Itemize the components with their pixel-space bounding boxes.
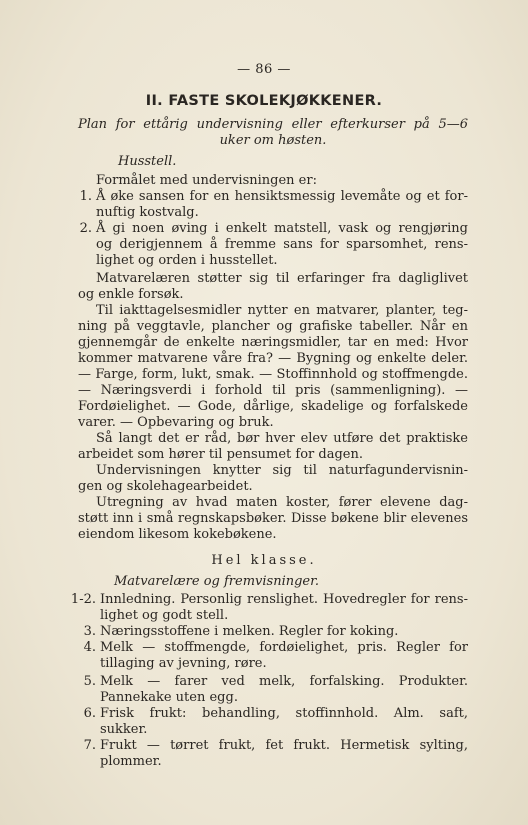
chapter-heading: II. FASTE SKOLEKJØKKENER. <box>145 93 383 109</box>
formaal-item-line: lighet og orden i husstellet. <box>96 253 278 268</box>
formaal-item-number: 2. <box>79 221 92 236</box>
paragraph-line: gjennemgår de enkelte næringsmidler, tar en med: Hvor <box>78 335 468 350</box>
lesson-line: Melk — farer ved melk, forfalsking. Produkter. <box>100 674 468 689</box>
lesson-number: 4. <box>83 640 96 655</box>
paragraph-line: gen og skolehagearbeidet. <box>78 479 253 494</box>
paragraph-line: — Næringsverdi i forhold til pris (sammenligning). — <box>78 383 468 398</box>
paragraph-line: eiendom likesom kokebøkene. <box>78 527 277 542</box>
paragraph-line: Så langt det er råd, bør hver elev utføre det praktiske <box>96 431 468 446</box>
formaal-item-line: Å gi noen øving i enkelt matstell, vask og rengjøring <box>96 221 468 236</box>
chapter-subtitle <box>78 117 468 149</box>
subtitle-line-2: uker om høsten. <box>219 133 327 148</box>
lesson-number: 3. <box>83 624 96 639</box>
paragraph-line: arbeidet som hører til pensumet for dagen. <box>78 447 363 462</box>
lesson-number: 6. <box>83 706 96 721</box>
lesson-line: Melk — stoffmengde, fordøielighet, pris. Regler for <box>100 640 468 655</box>
paragraph-line: Fordøielighet. — Gode, dårlige, skadelige og forfalskede <box>78 399 468 414</box>
section-heading: Matvarelære og fremvisninger. <box>114 574 320 589</box>
formaal-intro: Formålet med undervisningen er: <box>96 173 317 188</box>
lesson-number: 1-2. <box>70 592 96 607</box>
formaal-item-line: Å øke sansen for en hensiktsmessig levemåte og et for- <box>96 189 468 204</box>
formaal-item-number: 1. <box>79 189 92 204</box>
formaal-item-line: og derigjennem å fremme sans for sparsomhet, rens- <box>96 237 468 252</box>
paragraph-line: Undervisningen knytter sig til naturfagundervisnin- <box>96 463 468 478</box>
class-heading: Hel klasse. <box>211 553 317 568</box>
lesson-line: Frukt — tørret frukt, fet frukt. Hermetisk sylting, <box>100 738 468 753</box>
lesson-line: Frisk frukt: behandling, stoffinnhold. Alm. saft, <box>100 706 468 721</box>
lesson-line: tillaging av jevning, røre. <box>100 656 267 671</box>
lesson-line: Innledning. Personlig renslighet. Hovedregler for rens- <box>100 592 468 607</box>
lesson-line: sukker. <box>100 722 148 737</box>
subtitle-line-1: Plan for ettårig undervisning eller efterkurser på 5—6 <box>78 117 468 132</box>
paragraph-line: kommer matvarene våre fra? — Bygning og enkelte deler. <box>78 351 468 366</box>
paragraph-line: støtt inn i små regnskapsbøker. Disse bøkene blir elevenes <box>78 511 468 526</box>
paragraph-line: og enkle forsøk. <box>78 287 184 302</box>
paragraph-line: Utregning av hvad maten koster, fører elevene dag- <box>96 495 468 510</box>
paragraph-line: Til iakttagelsesmidler nytter en matvarer, planter, teg- <box>96 303 468 318</box>
paragraph-line: Matvarelæren støtter sig til erfaringer fra dagliglivet <box>96 271 468 286</box>
lesson-line: lighet og godt stell. <box>100 608 229 623</box>
lesson-line: Pannekake uten egg. <box>100 690 238 705</box>
lesson-line: Næringsstoffene i melken. Regler for koking. <box>100 624 399 639</box>
paragraph-line: varer. — Opbevaring og bruk. <box>78 415 274 430</box>
page-number: — 86 — <box>237 62 291 77</box>
husstell-heading: Husstell. <box>118 154 177 169</box>
lesson-number: 5. <box>83 674 96 689</box>
paragraph-line: — Farge, form, lukt, smak. — Stoffinnhold og stoffmengde. <box>78 367 468 382</box>
lesson-line: plommer. <box>100 754 162 769</box>
lesson-number: 7. <box>83 738 96 753</box>
paragraph-line: ning på veggtavle, plancher og grafiske tabeller. Når en <box>78 319 468 334</box>
formaal-item-line: nuftig kostvalg. <box>96 205 199 220</box>
